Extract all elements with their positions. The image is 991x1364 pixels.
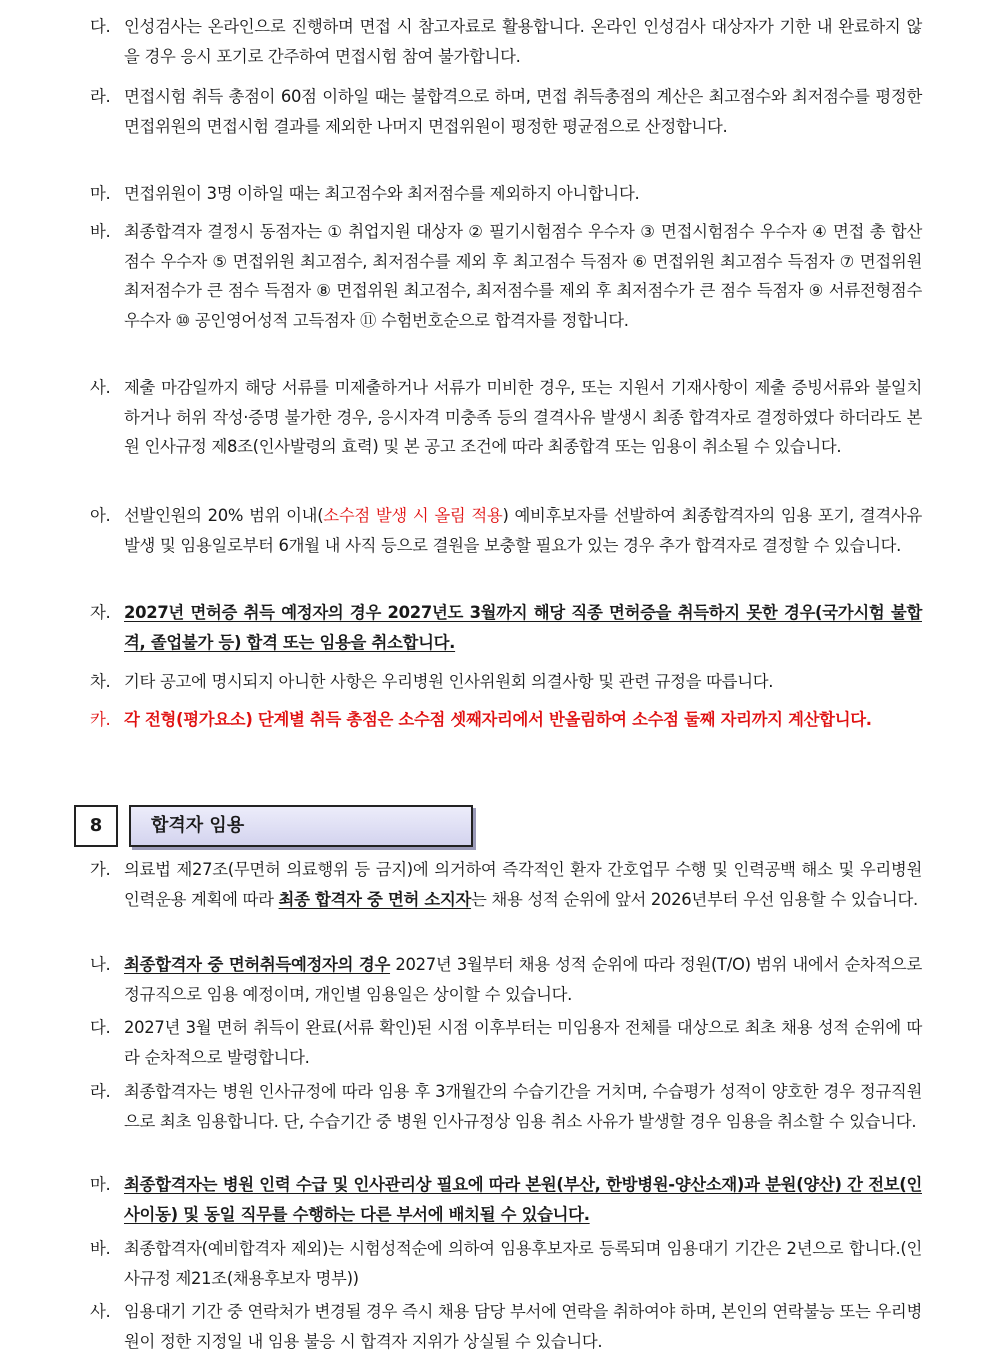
item-marker: 가. [90, 860, 111, 879]
list-item [90, 855, 922, 914]
item-marker: 라. [90, 1082, 111, 1101]
list-item [90, 501, 922, 560]
text-segment: 는 채용 성적 순위에 앞서 2026년부터 우선 임용할 수 있습니다. [471, 889, 918, 909]
text-segment: 최종합격자는 병원 인사규정에 따라 임용 후 3개월간의 수습기간을 거치며, 수습평가 성적이 양호한 경우 정규직원으로 최초 임용합니다. 단, 수습기간 중 병원 인사규정상 임용 취소 사유가 발생할 경우 임용을 취소할 수 있습니다. [124, 1082, 922, 1131]
item-text [124, 1013, 922, 1072]
text-segment: 면접시험 취득 총점이 60점 이하일 때는 불합격으로 하며, 면접 취득총점의 계산은 최고점수와 최저점수를 평정한 면접위원의 면접시험 결과를 제외한 나머지 면접위원이 평정한 평균점으로 산정합니다. [124, 87, 922, 136]
list-item [90, 82, 922, 141]
item-marker: 마. [90, 184, 111, 203]
item-text [124, 1234, 922, 1293]
section-number: 8 [74, 805, 118, 847]
item-marker: 차. [90, 672, 111, 691]
text-segment: 2027년 면허증 취득 예정자의 경우 2027년도 3월까지 해당 직종 면허증을 취득하지 못한 경우(국가시험 불합격, 졸업불가 등) 합격 또는 임용을 취소합니다. [124, 603, 922, 652]
item-text [124, 667, 922, 697]
text-segment: ) 예비후보자를 선발하여 최종합격자의 임용 포기, 결격사유 발생 및 임용일로부터 6개월 내 사직 등으로 결원을 보충할 필요가 있는 경우 추가 합격자로 결정할 수 있습니다. [124, 506, 922, 555]
section-title: 합격자 임용 [129, 805, 473, 847]
text-segment: 최종합격자 중 면허취득예정자의 경우 [124, 955, 391, 974]
list-item [90, 1297, 922, 1356]
text-segment: 의료법 제27조(무면허 의료행위 등 금지)에 의거하여 즉각적인 환자 간호업무 수행 및 인력공백 해소 및 우리병원 인력운용 계획에 따라 [124, 860, 922, 909]
item-text [124, 217, 922, 335]
item-text [124, 373, 922, 462]
item-marker: 카. [90, 710, 111, 729]
item-marker: 바. [90, 1239, 111, 1258]
list-item [90, 1170, 922, 1229]
item-text [124, 855, 922, 914]
text-segment: 인성검사는 온라인으로 진행하며 면접 시 참고자료로 활용합니다. 온라인 인성검사 대상자가 기한 내 완료하지 않을 경우 응시 포기로 간주하여 면접시험 참여 불가합니다. [124, 17, 922, 66]
item-marker: 바. [90, 222, 111, 241]
text-segment: 최종합격자(예비합격자 제외)는 시험성적순에 의하여 임용후보자로 등록되며 임용대기 기간은 2년으로 합니다.(인사규정 제21조(채용후보자 명부)) [124, 1239, 922, 1288]
item-marker: 사. [90, 1302, 111, 1321]
item-text [124, 12, 922, 71]
list-item [90, 667, 922, 697]
item-marker: 사. [90, 378, 111, 397]
item-text [124, 82, 922, 141]
list-item [90, 950, 922, 1009]
item-text [124, 1170, 922, 1229]
item-marker: 마. [90, 1175, 111, 1194]
text-segment: 2027년 3월 면허 취득이 완료(서류 확인)된 시점 이후부터는 미임용자 전체를 대상으로 최초 채용 성적 순위에 따라 순차적으로 발령합니다. [124, 1018, 922, 1067]
list-item [90, 705, 922, 735]
item-marker: 라. [90, 87, 111, 106]
text-segment: 선발인원의 20% 범위 이내( [124, 506, 324, 525]
text-segment: 면접위원이 3명 이하일 때는 최고점수와 최저점수를 제외하지 아니합니다. [124, 184, 640, 203]
item-text [124, 598, 922, 657]
item-text [124, 1297, 922, 1356]
item-marker: 아. [90, 506, 111, 525]
list-item [90, 12, 922, 71]
item-text [124, 179, 922, 209]
item-marker: 다. [90, 1018, 111, 1037]
list-item [90, 217, 922, 335]
text-segment: 소수점 발생 시 올림 적용 [323, 506, 503, 525]
text-segment: 최종합격자 결정시 동점자는 ① 취업지원 대상자 ② 필기시험점수 우수자 ③ 면접시험점수 우수자 ④ 면접 총 합산점수 우수자 ⑤ 면접위원 최고점수, 최저점수를 제외 후 최고점수 득점자 ⑥ 면접위원 최고점수 득점자 ⑦ 면접위원 최저점수가 큰 점수 득점자 ⑧ 면접위원 최고점수, 최저점수를 제외 후 최저점수가 큰 점수 득점자 ⑨ 서류전형점수 우수자 ⑩ 공인영어성적 고득점자 ⑪ 수험번호순으로 합격자를 정합니다. [124, 222, 922, 330]
item-marker: 다. [90, 17, 111, 36]
text-segment: 최종 합격자 중 면허 소지자 [278, 889, 472, 909]
text-segment: 2027년 3월부터 채용 성적 순위에 따라 정원(T/O) 범위 내에서 순차적으로 정규직으로 임용 예정이며, 개인별 임용일은 상이할 수 있습니다. [124, 955, 922, 1004]
text-segment: 각 전형(평가요소) 단계별 취득 총점은 소수점 셋째자리에서 반올림하여 소수점 둘째 자리까지 계산합니다. [124, 710, 872, 729]
text-segment: 제출 마감일까지 해당 서류를 미제출하거나 서류가 미비한 경우, 또는 지원서 기재사항이 제출 증빙서류와 불일치하거나 허위 작성·증명 불가한 경우, 응시자격 미충족 등의 결격사유 발생시 최종 합격자로 결정하였다 하더라도 본원 인사규정 제8조(인사발령의 효력) 및 본 공고 조건에 따라 최종합격 또는 임용이 취소될 수 있습니다. [124, 378, 922, 456]
item-marker: 자. [90, 603, 111, 622]
item-text [124, 1077, 922, 1136]
list-item [90, 179, 922, 209]
item-marker: 나. [90, 955, 111, 974]
list-item [90, 1234, 922, 1293]
list-item [90, 1013, 922, 1072]
text-segment: 임용대기 기간 중 연락처가 변경될 경우 즉시 채용 담당 부서에 연락을 취하여야 하며, 본인의 연락불능 또는 우리병원이 정한 지정일 내 임용 불응 시 합격자 지위가 상실될 수 있습니다. [124, 1302, 923, 1351]
list-item [90, 373, 922, 462]
list-item [90, 1077, 922, 1136]
list-item [90, 598, 922, 657]
item-text [124, 705, 922, 735]
text-segment: 최종합격자는 병원 인력 수급 및 인사관리상 필요에 따라 본원(부산, 한방병원-양산소재)과 분원(양산) 간 전보(인사이동) 및 동일 직무를 수행하는 다른 부서에 배치될 수 있습니다. [124, 1175, 922, 1224]
item-text [124, 501, 922, 560]
item-text [124, 950, 922, 1009]
text-segment: 기타 공고에 명시되지 아니한 사항은 우리병원 인사위원회 의결사항 및 관련 규정을 따릅니다. [124, 672, 774, 691]
